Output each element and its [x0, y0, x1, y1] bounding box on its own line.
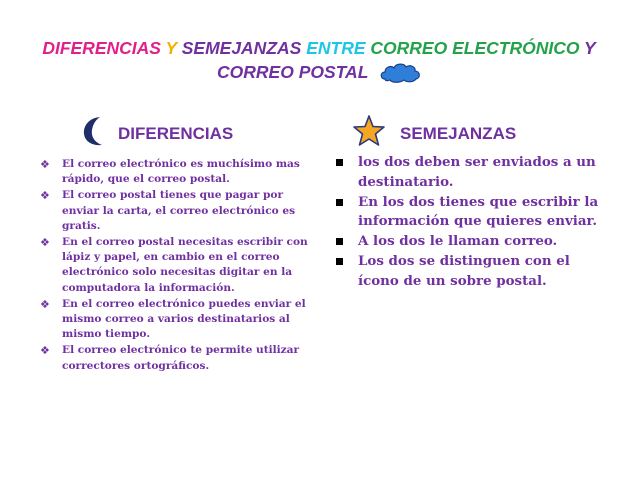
title-word-diferencias: DIFERENCIAS: [42, 38, 161, 58]
title-word-semejanzas: SEMEJANZAS: [181, 38, 302, 58]
diferencias-list: [40, 157, 312, 375]
moon-icon: [80, 115, 110, 147]
title-word-correo: CORREO: [370, 38, 448, 58]
list-item: [334, 153, 614, 192]
page-title: [30, 36, 608, 84]
diamond-bullet-icon: ❖: [40, 158, 50, 171]
star-icon: [352, 114, 386, 148]
diamond-bullet-icon: ❖: [40, 236, 50, 250]
list-item: [40, 297, 312, 343]
semejanzas-heading: SEMEJANZAS: [400, 124, 517, 143]
semejanzas-list: [334, 153, 614, 292]
list-item-text: El correo postal tienes que pagar por enviar la carta, el correo electrónico es gratis.: [62, 189, 296, 232]
list-item-text: En el correo electrónico puedes enviar el mismo correo a varios destinatarios al mismo tiempo.: [62, 297, 306, 341]
list-item-text: En el correo postal necesitas escribir con lápiz y papel, en cambio en el correo electrónico solo necesitas digitar en la computadora la información.: [62, 236, 308, 294]
square-bullet-icon: [336, 199, 343, 206]
list-item-text: Los dos se distinguen con el ícono de un sobre postal.: [358, 253, 570, 290]
diamond-bullet-icon: ❖: [40, 297, 50, 311]
list-item: [40, 188, 312, 234]
list-item: [334, 193, 614, 232]
square-bullet-icon: [336, 258, 343, 265]
title-word-y: Y: [165, 38, 177, 58]
square-bullet-icon: [336, 159, 343, 166]
diamond-bullet-icon: ❖: [40, 189, 50, 203]
list-item-text: En los dos tienes que escribir la información que quieres enviar.: [358, 193, 599, 230]
title-word-electronico: ELECTRÓNICO: [452, 38, 580, 58]
list-item-text: El correo electrónico te permite utilizar correctores ortográficos.: [62, 344, 300, 372]
title-word-y2: Y: [584, 38, 596, 58]
list-item-text: los dos deben ser enviados a un destinatario.: [358, 154, 596, 190]
list-item: [334, 232, 614, 252]
list-item: [40, 343, 312, 373]
list-item: [40, 157, 312, 187]
diferencias-heading: DIFERENCIAS: [118, 124, 234, 143]
list-item: [40, 235, 312, 296]
cloud-icon: [379, 62, 421, 84]
title-word-correo-postal: CORREO POSTAL: [217, 62, 369, 82]
list-item-text: A los dos le llaman correo.: [358, 233, 558, 250]
square-bullet-icon: [336, 238, 343, 245]
list-item-text: El correo electrónico es muchísimo mas rápido, que el correo postal.: [62, 158, 300, 186]
list-item: [334, 252, 614, 291]
diamond-bullet-icon: ❖: [40, 344, 50, 358]
title-word-entre: ENTRE: [306, 38, 366, 58]
